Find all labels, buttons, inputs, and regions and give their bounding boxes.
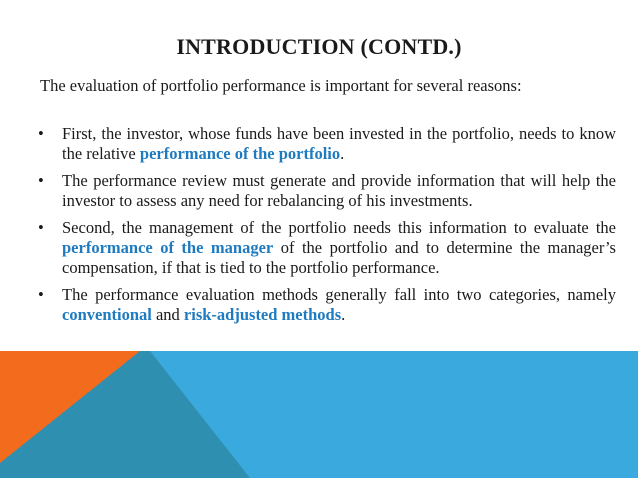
bullet-text: The performance evaluation methods generally fall into two categories, namely <box>62 285 616 304</box>
bullet-list <box>36 124 616 332</box>
bullet-text: First, the investor, whose funds have been invested in the portfolio, needs to know the relative <box>62 124 616 163</box>
bullet-text: of the portfolio and to determine the manager’s compensation, if that is tied to the portfolio performance. <box>62 238 616 277</box>
bullet-marker: • <box>38 171 44 190</box>
bullet-text: . <box>341 305 346 324</box>
bullet-marker: • <box>38 285 44 304</box>
bullet-item-review <box>36 171 616 211</box>
highlight-text: performance of the portfolio <box>139 144 341 163</box>
intro-text: The evaluation of portfolio performance is important for several reasons: <box>40 76 522 95</box>
bullet-marker: • <box>38 124 44 143</box>
bullet-item-management <box>36 218 616 278</box>
highlight-text: performance of the manager <box>62 238 274 257</box>
highlight-text: conventional <box>62 305 152 324</box>
bullet-text: . <box>340 144 345 163</box>
bullet-text: Second, the management of the portfolio needs this information to evaluate the <box>62 218 616 237</box>
bullet-item-methods <box>36 285 616 325</box>
bullet-text: and <box>151 305 184 324</box>
slide-title: INTRODUCTION (CONTD.) <box>176 34 462 59</box>
bullet-marker: • <box>38 218 44 237</box>
bullet-item-investor <box>36 124 616 164</box>
decorative-footer <box>0 351 638 478</box>
highlight-text: risk-adjusted methods <box>183 305 342 324</box>
bullet-text: The performance review must generate and provide information that will help the investor to assess any need for rebalancing of his investments. <box>62 171 616 210</box>
